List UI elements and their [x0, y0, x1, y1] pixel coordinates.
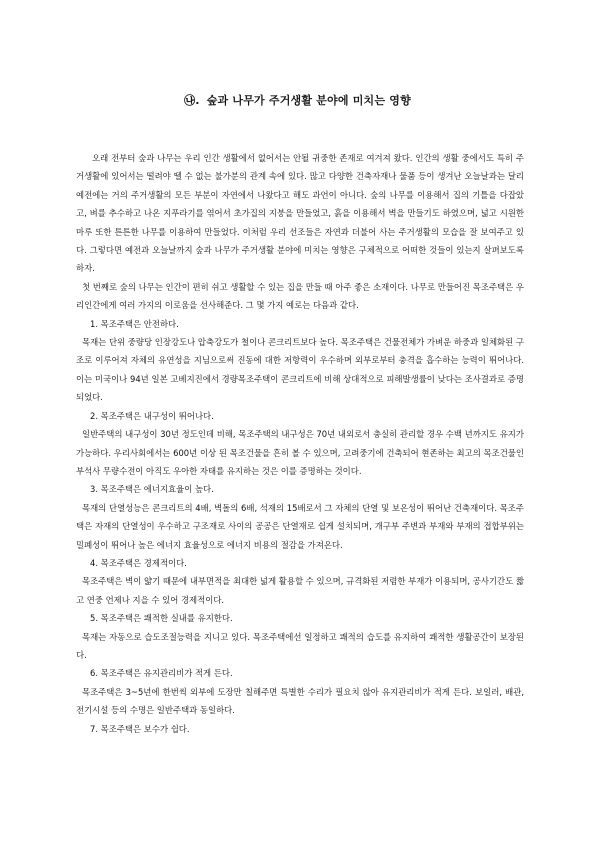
item-text: 목조주택은 벽이 얇기 때문에 내부면적을 최대한 넓게 활용할 수 있으며, 규격화된 저렴한 부재가 이용되며, 공사기간도 짧고 연중 언제나 지을 수 있어 경제적이다.	[76, 576, 524, 605]
item-text: 목조주택은 3~5년에 한번씩 외부에 도장만 칠해주면 특별한 수리가 필요치 않아 유지관리비가 적게 든다. 보일러, 배관, 전기시설 등의 수명은 일반주택과 동일하다.	[76, 686, 524, 716]
item-heading: 2. 목조주택은 내구성이 뛰어나다.	[90, 410, 214, 421]
item-heading: 5. 목조주택은 쾌적한 실내를 유지한다.	[90, 613, 233, 624]
item-heading: 6. 목조주택은 유지관리비가 적게 든다.	[90, 668, 233, 679]
item-text: 목재는 단위 중량당 인장강도나 압축강도가 철이나 콘크리트보다 높다. 목조주택은 건물전체가 가벼운 하중과 일체화된 구조로 이루어져 자체의 유연성을 지님으로써 진동에 대한 저항력이 우수하며 외부로부터 충격을 흡수하는 능력이 뛰어나다. 이는 미국이나 94년 일본 고베지진에서 경량목조주택이 콘크리트에 비해 상대적으로 피해발생률이 낮다는 조사결과로 증명되었다.	[76, 337, 524, 403]
item-heading: 1. 목조주택은 안전하다.	[90, 318, 179, 329]
item-heading: 7. 목조주택은 보수가 쉽다.	[90, 723, 190, 734]
document-title	[0, 92, 595, 108]
document-body	[76, 149, 524, 738]
title-text: 숲과 나무가 주거생활 분야에 미치는 영향	[206, 94, 411, 107]
item-text: 목재는 자동으로 습도조절능력을 지니고 있다. 목조주택에선 일정하고 쾌적의 습도를 유지하여 쾌적한 생활공간이 보장된다.	[76, 631, 524, 660]
item-heading: 3. 목조주택은 에너지효율이 높다.	[90, 484, 214, 495]
item-text: 일반주택의 내구성이 30년 정도인데 비해, 목조주택의 내구성은 70년 내외로서 충실히 관리할 경우 수백 년까지도 유지가 가능하다. 우리사회에서는 600년 이상 된 목조건물을 흔히 볼 수 있으며, 고려중기에 건축되어 현존하는 최고의 목조건물인 부석사 무량수전이 아직도 우아한 자태를 유지하는 것은 이를 증명하는 것이다.	[76, 429, 524, 476]
intro-paragraph: 오래 전부터 숲과 나무는 우리 인간 생활에서 없어서는 안될 귀중한 존재로 여겨져 왔다. 인간의 생활 중에서도 특히 주거생활에 있어서는 떨려야 뗄 수 없는 불가분의 관계 속에 있다. 많고 다양한 건축자재나 물품 등이 생겨난 오늘날과는 달리 예전에는 거의 주거생활의 모든 부분이 자연에서 나왔다고 해도 과언이 아니다. 숲의 나무를 이용해서 집의 기틀을 다잡았고, 벼를 추수하고 나온 지푸라기를 엮어서 초가집의 지붕을 만들었고, 흙을 이용해서 벽을 만들기도 하였으며, 넓고 시원한 마루 또한 튼튼한 나무를 이용하여 만들었다. 이처럼 우리 선조들은 자연과 더불어 사는 주거생활의 모습을 잘 보여주고 있다. 그렇다면 예전과 오늘날까지 숲과 나무가 주거생활 분야에 미치는 영향은 구체적으로 어떠한 것들이 있는지 살펴보도록 하자.	[76, 153, 524, 274]
item-text: 목재의 단열성능은 콘크리트의 4배, 벽돌의 6배, 석재의 15배로서 그 자체의 단열 및 보온성이 뛰어난 건축재이다. 목조주택은 자재의 단열성이 우수하고 구조재로 사이의 공공은 단열재로 쉽게 설치되며, 개구부 주변과 부재와 부재의 접합부위는 밀폐성이 뛰어나 높은 에너지 효율성으로 에너지 비용의 절감을 가져온다.	[76, 502, 524, 550]
item-heading: 4. 목조주택은 경제적이다.	[90, 557, 187, 568]
title-marker: ㉯.	[184, 94, 200, 107]
lead-paragraph: 첫 번째로 숲의 나무는 인간이 편히 쉬고 생활할 수 있는 집을 만들 때 아주 좋은 소재이다. 나무로 만들어진 목조주택은 우리인간에게 여러 가지의 이로움을 선사해준다. 그 몇 가지 예로는 다음과 같다.	[76, 281, 524, 311]
